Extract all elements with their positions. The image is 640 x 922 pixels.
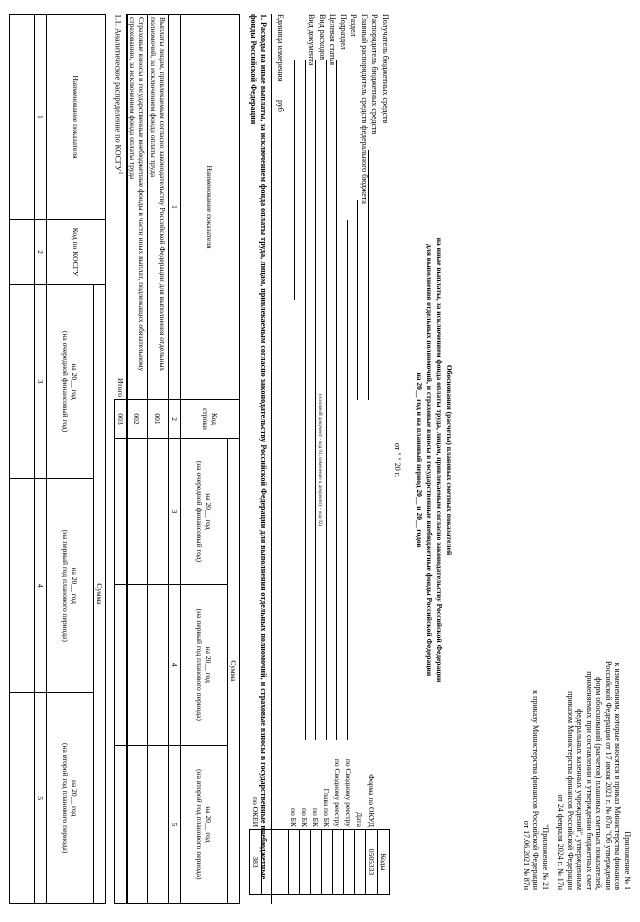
col-number: 5: [169, 745, 181, 903]
field-label: Вид документа: [307, 14, 317, 66]
total-label: Итого: [115, 15, 127, 400]
appendix-title: Приложение № 1: [623, 831, 632, 890]
row-cell: [127, 584, 148, 745]
row-name: Выплаты лицам, привлекаемым согласно законодательству Российской Федерации для выполнения отдельных полномочий, за исключением фонда оплаты труда: [148, 15, 169, 400]
code-value: 383: [250, 830, 262, 895]
col-number: 1: [35, 15, 47, 220]
code-label: по БК: [300, 808, 310, 827]
field-label: Распорядитель бюджетных средств: [370, 14, 380, 135]
appendix-line: форм обоснований (расчетов) плановых сметных показателей,: [594, 677, 604, 890]
divider: [271, 14, 272, 904]
row-cell: [10, 693, 35, 904]
row-name: Страховые взносы в государственные внебюджетные фонды в части иных выплат, подлежащих обязательному страхованию, за исключением фонда оплаты труда: [127, 15, 148, 400]
field-label: Подраздел: [339, 14, 348, 50]
col-header-year3-sub: (на второй год планового периода): [61, 742, 70, 854]
table-row: [10, 15, 35, 904]
form-appendix-line: к приказу Министерства финансов Российской Федерации: [531, 690, 541, 890]
heading-line: Обоснования (расчеты) плановых сметных показателей: [445, 364, 454, 556]
col-number: 4: [169, 584, 181, 745]
col-header-code: Код строки: [181, 400, 240, 439]
code-label: по Сводному реестру: [333, 758, 343, 827]
row-cell: [115, 439, 127, 585]
appendix-line: Российской Федерации от 17 июня 2021 г. № 87н "Об утверждении: [604, 661, 613, 890]
code-label: Дата: [355, 812, 365, 827]
col-number: 4: [35, 479, 47, 693]
col-header-year3: на 20__ год: [204, 806, 213, 843]
col-header-year1: на 20__ год: [70, 363, 79, 400]
heading-line: на иные выплаты, за исключением фонда оплаты труда, лицам, привлекаемым согласно законодательству Российской Федерации: [435, 237, 444, 683]
row-cell: [127, 745, 148, 903]
row-cell: [10, 479, 35, 693]
code-value: [355, 830, 366, 895]
col-header-year1-sub: (на очередной финансовый год): [61, 330, 70, 433]
code-label: по ОКЕИ: [251, 796, 260, 827]
col-header-code: Код по КОСГУ: [47, 220, 106, 285]
field-underline: [357, 200, 358, 400]
code-value: 0505333: [366, 830, 378, 895]
field-label: Вид расходов: [318, 14, 327, 60]
col-number: 3: [35, 285, 47, 479]
col-header-year1-sub: (на очередной финансовый год): [195, 460, 204, 563]
appendix-line: к изменениям, которые вносятся в приказ Министерства финансов: [613, 662, 623, 890]
heading-line: для выполнения отдельных полномочий, и страховые взносы в государственные внебюджетные фонды Российской Федерации: [425, 243, 434, 677]
unit-value: руб: [276, 100, 285, 112]
row-cell: [10, 285, 35, 479]
code-label: по БК: [289, 808, 299, 827]
unit-label: Единица измерения: [276, 14, 285, 82]
row-cell: [148, 745, 169, 903]
section11-footnote-mark: 1: [117, 171, 124, 175]
row-cell: [10, 220, 35, 285]
row-cell: [127, 439, 148, 585]
code-value: [300, 830, 311, 895]
code-label: Глава по БК: [322, 788, 332, 827]
col-header-name: Наименование показателя: [47, 15, 106, 220]
doc-type-note: (основной документ - код 01; изменение к документу - код 02): [317, 393, 322, 527]
row-cell: [10, 15, 35, 220]
section11-table: [9, 14, 106, 904]
col-number: 3: [169, 439, 181, 585]
code-label: по БК: [311, 808, 321, 827]
col-header-year2: на 20__ год: [70, 567, 79, 604]
row-cell: [115, 584, 127, 745]
section11-title-text: 1.1. Аналитическое распределение по КОСГУ: [113, 14, 123, 172]
form-appendix-title: "Приложение № 21: [541, 824, 550, 890]
appendix-line: от 24 февраля 2024 г. № 17н: [556, 794, 566, 890]
col-number: 1: [169, 15, 181, 400]
section1-title: 1. Расходы на иные выплаты, за исключением фонда оплаты труда, лицам, привлекаемым согласно законодательству Российской Федерации для выполнения отдельных полномочий, и страховые взносы в государственные внебюджетные фонды Российской Федерации: [249, 14, 268, 880]
field-underline: [347, 220, 348, 740]
row-code: 001: [148, 400, 169, 439]
col-header-sums: Сумма: [94, 285, 106, 904]
appendix-block: [522, 560, 633, 890]
field-underline: [326, 60, 327, 740]
form-appendix-line: от 17.06.2021 № 87н: [522, 820, 531, 890]
col-header-year3-sub: (на второй год планового периода): [195, 769, 204, 880]
col-number: 2: [169, 400, 181, 439]
col-header-year2: на 20__ год: [204, 646, 213, 683]
appendix-line: приказом Министерства финансов Российской Федерации: [566, 691, 575, 890]
row-cell: [115, 745, 127, 903]
code-value: [333, 830, 344, 895]
field-underline: [294, 60, 295, 300]
code-label: Форма по ОКУД: [367, 774, 376, 827]
field-label: Получатель бюджетных средств: [381, 14, 390, 124]
form-heading: [414, 160, 454, 760]
heading-line: на 20__ год и на плановый период 20__ и 20__ годов: [415, 372, 424, 548]
col-header-year2-sub: (на первый год планового периода): [61, 529, 70, 642]
col-header-name: Наименование показателя: [181, 15, 240, 400]
fields-block: [306, 14, 390, 314]
code-label: по Сводному реестру: [344, 758, 354, 827]
total-code: 003: [115, 400, 127, 439]
code-value: [344, 830, 355, 895]
field-label: Раздел: [349, 14, 359, 37]
code-value: [289, 830, 300, 895]
field-label: Целевая статья: [328, 14, 338, 66]
section1-table: [114, 14, 240, 904]
row-cell: [148, 439, 169, 585]
section11-title: [113, 14, 124, 414]
field-underline: [315, 60, 316, 740]
col-header-sums: Сумма: [228, 439, 240, 904]
codes-header: Коды: [378, 830, 390, 895]
code-value: [322, 830, 333, 895]
table-row: [127, 15, 148, 904]
appendix-line: применяемых при составлении и утверждении бюджетных смет: [585, 671, 594, 890]
row-code: 002: [127, 400, 148, 439]
field-underline: [368, 150, 369, 400]
appendix-line: федеральных казенных учреждений", утвержденным: [575, 709, 585, 890]
field-underline: [305, 60, 306, 740]
code-value: [311, 830, 322, 895]
date-line: от " " 20 г.: [393, 442, 402, 478]
col-header-year3: на 20__ год: [70, 779, 79, 817]
divider: [127, 14, 128, 904]
col-header-year2-sub: (на первый год планового периода): [195, 608, 204, 721]
col-header-year1: на 20__ год: [204, 493, 213, 530]
col-number: 5: [35, 693, 47, 904]
table-row: [148, 15, 169, 904]
col-number: 2: [35, 220, 47, 285]
field-underline: [336, 60, 337, 740]
field-label: Главный распорядитель средств федерального бюджета: [360, 14, 369, 204]
row-cell: [148, 584, 169, 745]
